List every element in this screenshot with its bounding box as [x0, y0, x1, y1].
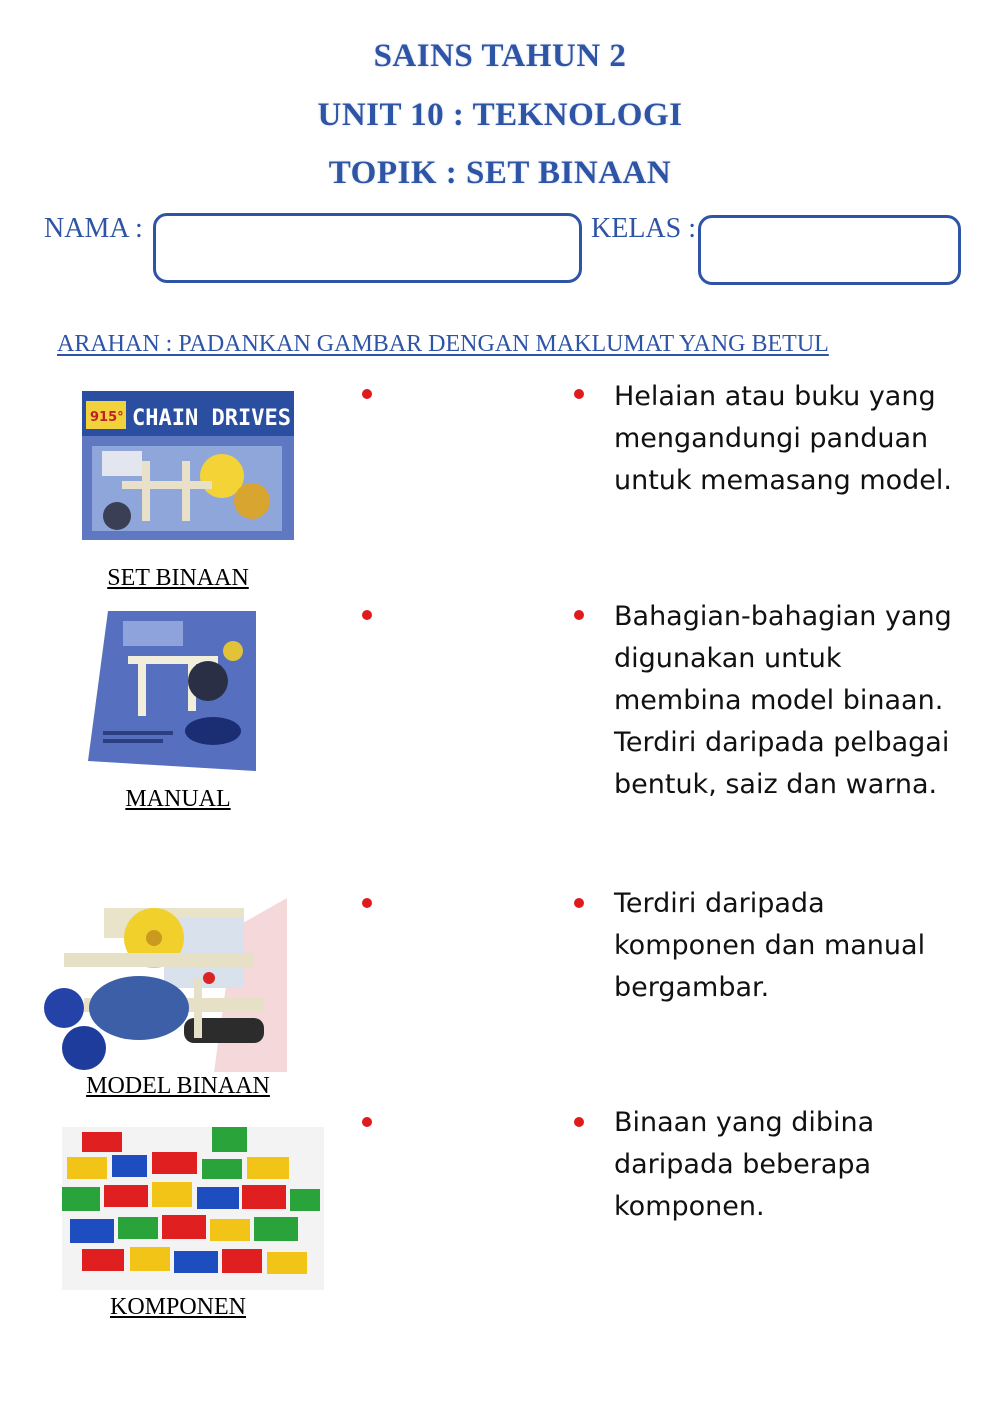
bullet-dot-right-1[interactable]	[574, 389, 584, 399]
instruction-text: ARAHAN : PADANKAN GAMBAR DENGAN MAKLUMAT YANG BETUL	[57, 331, 829, 357]
kelas-label: KELAS :	[591, 213, 696, 244]
caption-komponen: KOMPONEN	[109, 1294, 246, 1320]
set-binaan-image[interactable]	[82, 391, 294, 540]
caption-set-binaan: SET BINAAN	[107, 565, 249, 591]
model-binaan-image[interactable]	[44, 898, 287, 1072]
box-badge-text: 915°	[90, 410, 124, 425]
bullet-dot-left-3[interactable]	[362, 898, 372, 908]
bullet-dot-left-4[interactable]	[362, 1117, 372, 1127]
komponen-image[interactable]	[62, 1127, 324, 1290]
kelas-field[interactable]	[698, 215, 961, 285]
nama-label: NAMA :	[44, 213, 143, 244]
box-title-text: CHAIN DRIVES	[132, 406, 291, 431]
description-1: Helaian atau buku yang mengandungi panduan untuk memasang model.	[614, 381, 953, 496]
nama-field[interactable]	[153, 213, 582, 283]
description-4: Binaan yang dibina daripada beberapa komponen.	[614, 1107, 875, 1222]
title-subject: SAINS TAHUN 2	[373, 38, 627, 74]
title-unit: UNIT 10 : TEKNOLOGI	[317, 97, 683, 133]
bullet-dot-left-2[interactable]	[362, 610, 372, 620]
description-2: Bahagian-bahagian yang digunakan untuk membina model binaan. Terdiri daripada pelbagai bentuk, saiz dan warna.	[614, 601, 952, 800]
caption-manual: MANUAL	[125, 786, 231, 812]
description-3: Terdiri daripada komponen dan manual bergambar.	[614, 888, 926, 1003]
manual-image[interactable]	[88, 611, 256, 771]
bullet-dot-right-3[interactable]	[574, 898, 584, 908]
bullet-dot-right-2[interactable]	[574, 610, 584, 620]
bullet-dot-left-1[interactable]	[362, 389, 372, 399]
title-topic: TOPIK : SET BINAAN	[328, 155, 672, 191]
caption-model-binaan: MODEL BINAAN	[86, 1073, 270, 1099]
bullet-dot-right-4[interactable]	[574, 1117, 584, 1127]
